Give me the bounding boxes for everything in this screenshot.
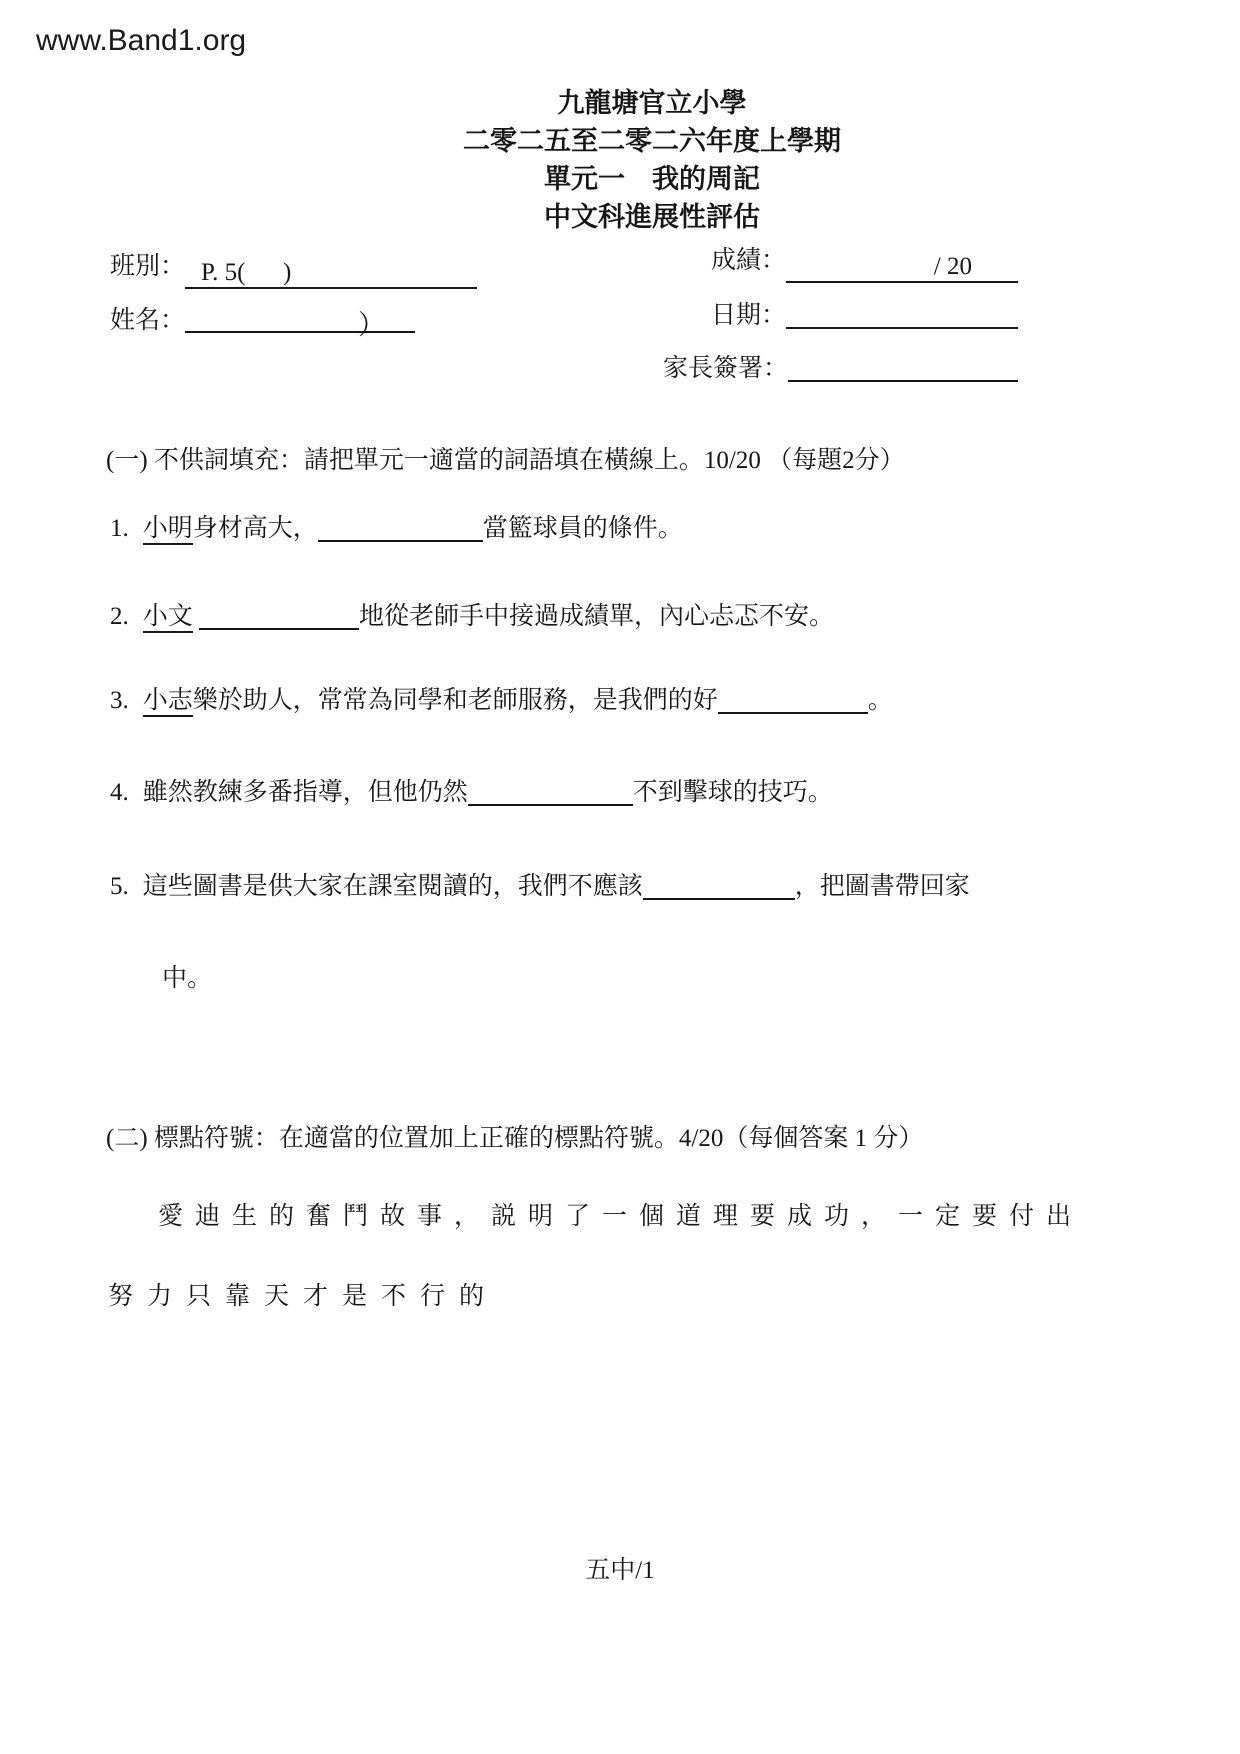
question-number: 2. bbox=[110, 603, 129, 630]
underlined-name: 小志 bbox=[143, 687, 193, 717]
answer-blank bbox=[199, 600, 359, 630]
unit-title: 單元一 我的周記 bbox=[544, 164, 760, 194]
score-field bbox=[711, 240, 1018, 283]
passage-line-1: 愛迪生的奮鬥故事，説明了一個道理要成功，一定要付出 bbox=[158, 1203, 1084, 1230]
question-4 bbox=[110, 772, 833, 808]
question-text-before: 雖然教練多番指導，但他仍然 bbox=[142, 779, 468, 806]
question-1 bbox=[110, 508, 683, 544]
class-field bbox=[110, 246, 477, 289]
parent-signature-field bbox=[663, 348, 1018, 384]
answer-blank bbox=[718, 684, 868, 714]
name-field bbox=[110, 300, 415, 340]
school-name: 九龍塘官立小學 bbox=[557, 88, 747, 118]
score-blank: / 20 bbox=[786, 253, 1018, 283]
question-5-continuation: 中。 bbox=[162, 965, 213, 992]
section-one-title: (一) 不供詞填充：請把單元一適當的詞語填在橫線上。10/20 （每題2分） bbox=[106, 447, 905, 474]
underlined-name: 小文 bbox=[143, 603, 193, 633]
section-two-title: (二) 標點符號：在適當的位置加上正確的標點符號。4/20（每個答案 1 分） bbox=[106, 1125, 924, 1152]
question-text-after: 地從老師手中接過成績單，內心忐忑不安。 bbox=[359, 603, 835, 630]
assessment-title: 中文科進展性評估 bbox=[544, 202, 760, 232]
question-text-before: 這些圖書是供大家在課室閱讀的，我們不應該 bbox=[142, 873, 643, 900]
parent-signature-label: 家長簽署： bbox=[662, 355, 788, 382]
class-label: 班別： bbox=[110, 253, 186, 280]
date-blank bbox=[786, 299, 1018, 329]
answer-blank bbox=[468, 776, 633, 806]
document-header bbox=[64, 84, 1240, 236]
question-text-before: 身材高大， bbox=[192, 515, 318, 542]
underlined-name: 小明 bbox=[143, 515, 193, 545]
question-text-after: 不到擊球的技巧。 bbox=[632, 779, 833, 806]
question-number: 4. bbox=[110, 779, 129, 806]
name-label: 姓名： bbox=[110, 307, 186, 334]
year-term-line: 二零二五至二零二六年度上學期 bbox=[463, 126, 841, 156]
name-blank: ） bbox=[185, 303, 415, 333]
question-text-after: 。 bbox=[867, 687, 893, 714]
answer-blank bbox=[318, 512, 483, 542]
question-5 bbox=[110, 866, 970, 902]
score-label: 成績： bbox=[710, 247, 786, 274]
question-text-before: 樂於助人，常常為同學和老師服務，是我們的好 bbox=[192, 687, 718, 714]
question-number: 3. bbox=[110, 687, 129, 714]
answer-blank bbox=[643, 870, 795, 900]
question-number: 1. bbox=[110, 515, 129, 542]
question-2 bbox=[110, 596, 834, 632]
class-blank: P. 5( ) bbox=[185, 259, 477, 289]
question-3 bbox=[110, 680, 893, 716]
question-text-after: ，把圖書帶回家 bbox=[794, 873, 970, 900]
page-footer: 五中/1 bbox=[585, 1557, 655, 1584]
date-label: 日期： bbox=[710, 302, 786, 329]
watermark: www.Band1.org bbox=[36, 24, 247, 57]
question-text-after: 當籃球員的條件。 bbox=[482, 515, 683, 542]
question-number: 5. bbox=[110, 873, 129, 900]
passage-line-2: 努力只靠天才是不行的 bbox=[108, 1283, 499, 1310]
date-field bbox=[711, 295, 1018, 331]
parent-signature-blank bbox=[788, 352, 1018, 382]
